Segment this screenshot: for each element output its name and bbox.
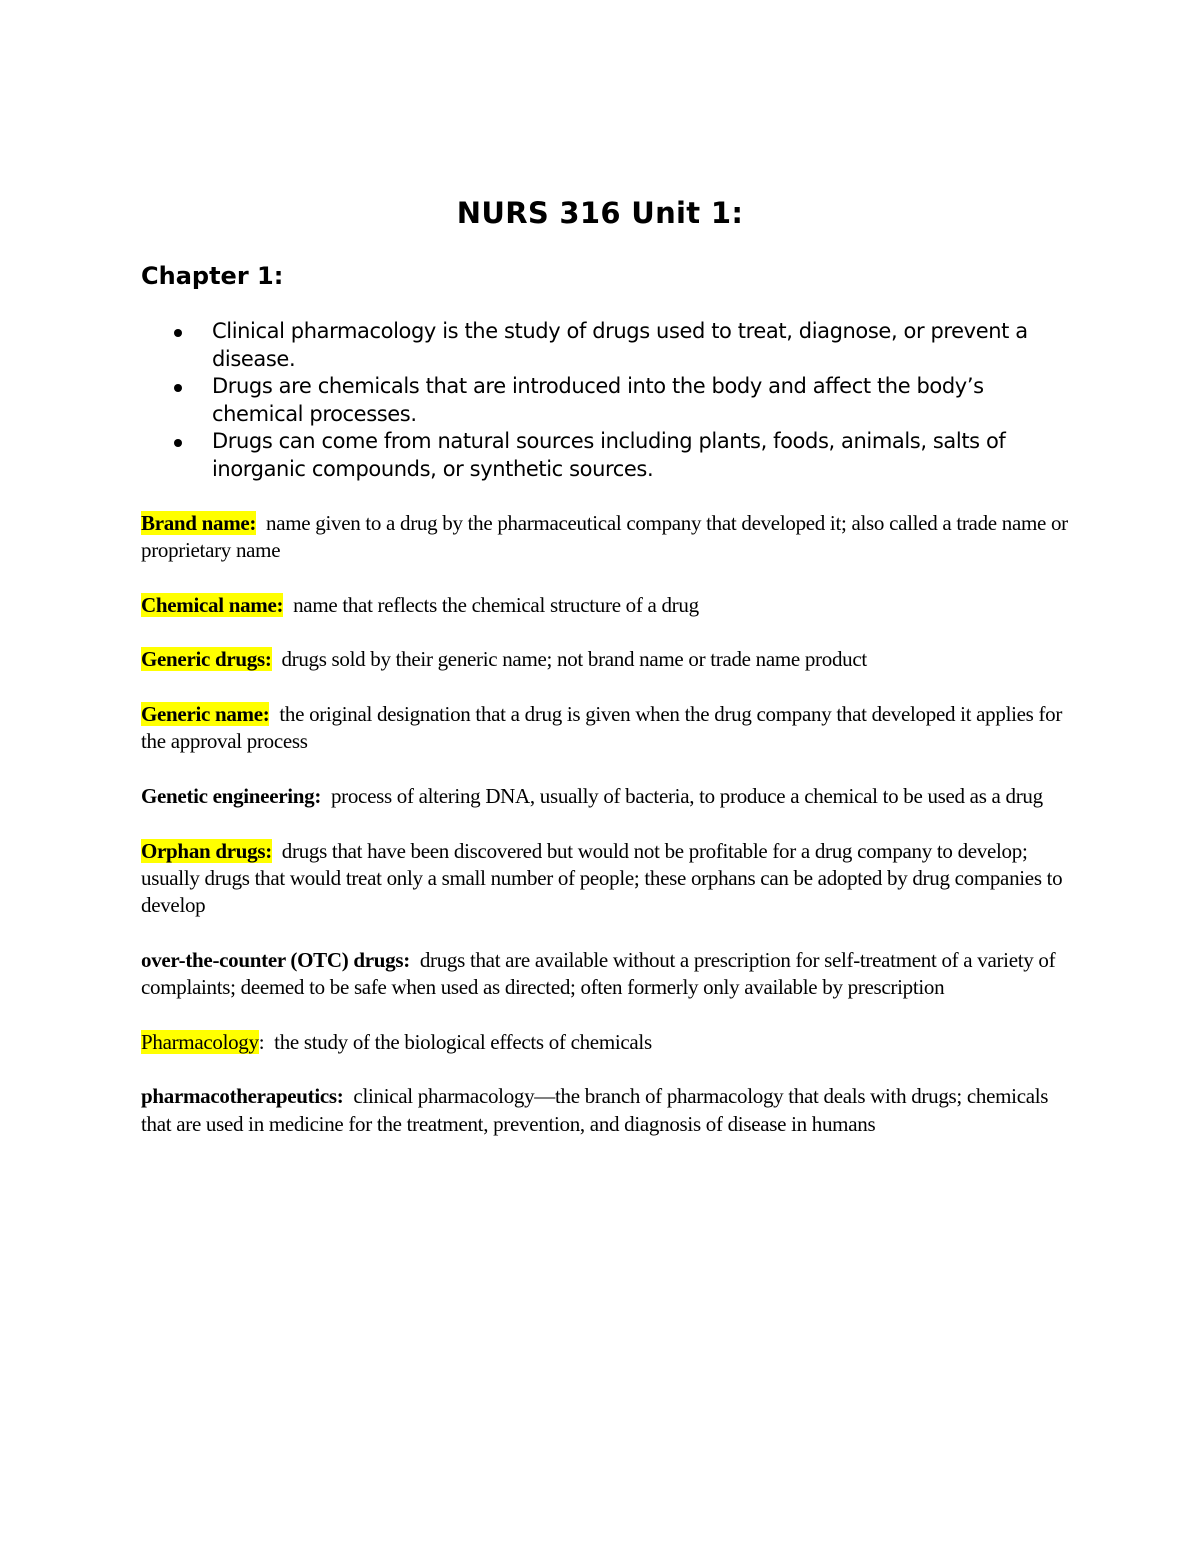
bullet-item: Drugs are chemicals that are introduced into the body and affect the body’s chemical processes.: [141, 373, 1071, 428]
definitions-list: [141, 510, 1071, 1165]
bullet-list: [141, 318, 1071, 483]
definition-text: drugs sold by their generic name; not brand name or trade name product: [281, 647, 867, 672]
definition-text: name given to a drug by the pharmaceutical company that developed it; also called a trade name or proprietary name: [141, 511, 1068, 563]
definition-term: over-the-counter (OTC) drugs:: [141, 947, 410, 972]
definition-term: Generic drugs:: [141, 647, 272, 672]
bullet-item: Clinical pharmacology is the study of drugs used to treat, diagnose, or prevent a disease.: [141, 318, 1071, 373]
bullet-icon: [174, 329, 182, 337]
definition-text: name that reflects the chemical structure of a drug: [293, 592, 699, 617]
definition-term: pharmacotherapeutics:: [141, 1084, 344, 1109]
definition-generic-drugs: [141, 646, 1071, 673]
chapter-heading: Chapter 1:: [141, 262, 284, 290]
definition-generic-name: [141, 701, 1071, 756]
definition-term: Orphan drugs:: [141, 838, 272, 863]
bullet-icon: [174, 439, 182, 447]
definition-term: Brand name:: [141, 511, 257, 535]
definition-pharmacology: Pharmacology: the study of the biological effects of chemicals: [141, 1029, 652, 1054]
definition-otc-drugs: [141, 947, 1071, 1002]
definition-term: Pharmacology: [141, 1029, 259, 1054]
definition-text: clinical pharmacology—the branch of pharmacology that deals with drugs; chemicals that are used in medicine for the treatment, prevention, and diagnosis of disease in humans: [141, 1084, 1049, 1136]
definition-text: the study of the biological effects of chemicals: [274, 1029, 652, 1054]
definition-pharmacotherapeutics: [141, 1083, 1071, 1138]
definition-brand-name: [141, 510, 1071, 565]
definition-text: drugs that have been discovered but would not be profitable for a drug company to develop; usually drugs that would treat only a small number of people; these orphans can be adopted by drug companies to develop: [141, 838, 1063, 918]
definition-term: Generic name:: [141, 702, 270, 727]
definition-term: Chemical name:: [141, 592, 284, 617]
definition-chemical-name: [141, 592, 1071, 619]
bullet-item: Drugs can come from natural sources including plants, foods, animals, salts of inorganic compounds, or synthetic sources.: [141, 428, 1071, 483]
document-title: NURS 316 Unit 1:: [456, 196, 744, 230]
definition-genetic-engineering: [141, 783, 1071, 810]
definition-text: process of altering DNA, usually of bacteria, to produce a chemical to be used as a drug: [330, 783, 1043, 808]
definition-text: drugs that are available without a prescription for self-treatment of a variety of complaints; deemed to be safe when used as directed; often formerly only available by prescription: [141, 947, 1056, 1000]
definition-orphan-drugs: [141, 838, 1071, 920]
definition-term: Genetic engineering:: [141, 783, 322, 808]
bullet-icon: [174, 384, 182, 392]
definition-text: the original designation that a drug is given when the drug company that developed it applies for the approval process: [141, 702, 1063, 754]
